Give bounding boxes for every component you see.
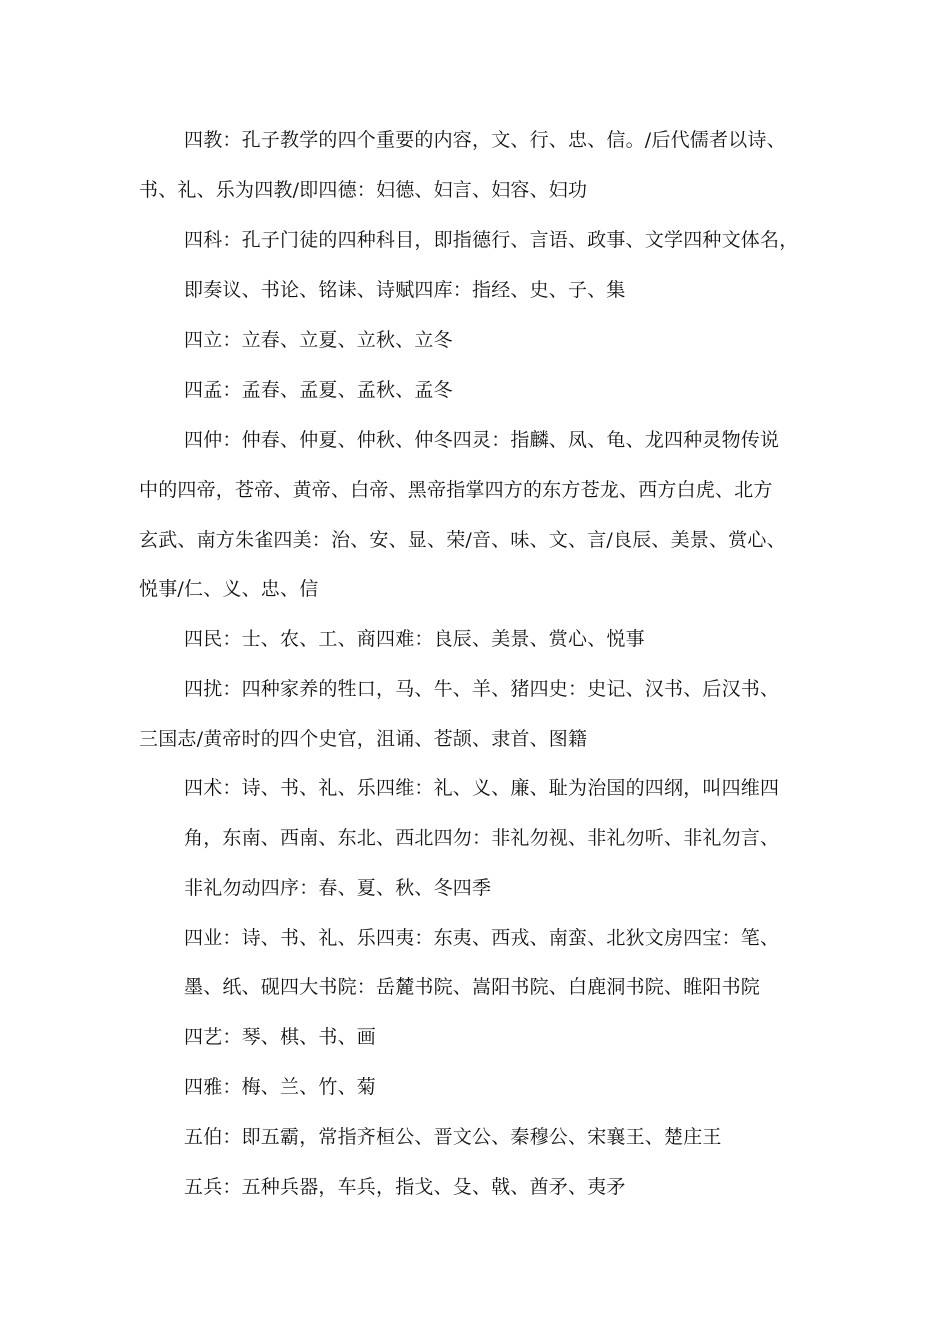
text-line: 即奏议、书论、铭诔、诗赋四库：指经、史、子、集 <box>184 279 626 301</box>
text-line: 四雅：梅、兰、竹、菊 <box>184 1076 377 1098</box>
text-line: 玄武、南方朱雀四美：治、安、显、荣/音、味、文、言/良辰、美景、赏心、 <box>139 529 786 551</box>
text-line: 非礼勿动四序：春、夏、秋、冬四季 <box>184 877 492 899</box>
text-line: 四艺：琴、棋、书、画 <box>184 1026 377 1048</box>
text-line: 墨、纸、砚四大书院：岳麓书院、嵩阳书院、白鹿洞书院、睢阳书院 <box>184 976 761 998</box>
text-line: 四仲：仲春、仲夏、仲秋、仲冬四灵：指麟、凤、龟、龙四种灵物传说 <box>184 429 780 451</box>
text-line: 四教：孔子教学的四个重要的内容，文、行、忠、信。/后代儒者以诗、 <box>184 129 786 151</box>
text-line: 四孟：孟春、孟夏、孟秋、孟冬 <box>184 379 453 401</box>
text-line: 中的四帝，苍帝、黄帝、白帝、黑帝指掌四方的东方苍龙、西方白虎、北方 <box>139 479 773 501</box>
text-line: 三国志/黄帝时的四个史官，沮诵、苍颉、隶首、图籍 <box>139 728 588 750</box>
text-line: 四术：诗、书、礼、乐四维：礼、义、廉、耻为治国的四纲，叫四维四 <box>184 777 780 799</box>
text-line: 悦事/仁、义、忠、信 <box>139 578 319 600</box>
text-line: 四扰：四种家养的牲口，马、牛、羊、猪四史：史记、汉书、后汉书、 <box>184 678 780 700</box>
text-line: 角，东南、西南、东北、西北四勿：非礼勿视、非礼勿听、非礼勿言、 <box>184 827 780 849</box>
text-line: 五兵：五种兵器，车兵，指戈、殳、戟、酋矛、夷矛 <box>184 1176 626 1198</box>
text-line: 五伯：即五霸，常指齐桓公、晋文公、秦穆公、宋襄王、楚庄王 <box>184 1126 722 1148</box>
text-line: 四业：诗、书、礼、乐四夷：东夷、西戎、南蛮、北狄文房四宝：笔、 <box>184 927 780 949</box>
text-line: 四立：立春、立夏、立秋、立冬 <box>184 329 453 351</box>
text-line: 四民：士、农、工、商四难：良辰、美景、赏心、悦事 <box>184 628 645 650</box>
text-line: 四科：孔子门徒的四种科目，即指德行、言语、政事、文学四种文体名， <box>184 229 799 251</box>
text-line: 书、礼、乐为四教/即四德：妇德、妇言、妇容、妇功 <box>139 179 588 201</box>
